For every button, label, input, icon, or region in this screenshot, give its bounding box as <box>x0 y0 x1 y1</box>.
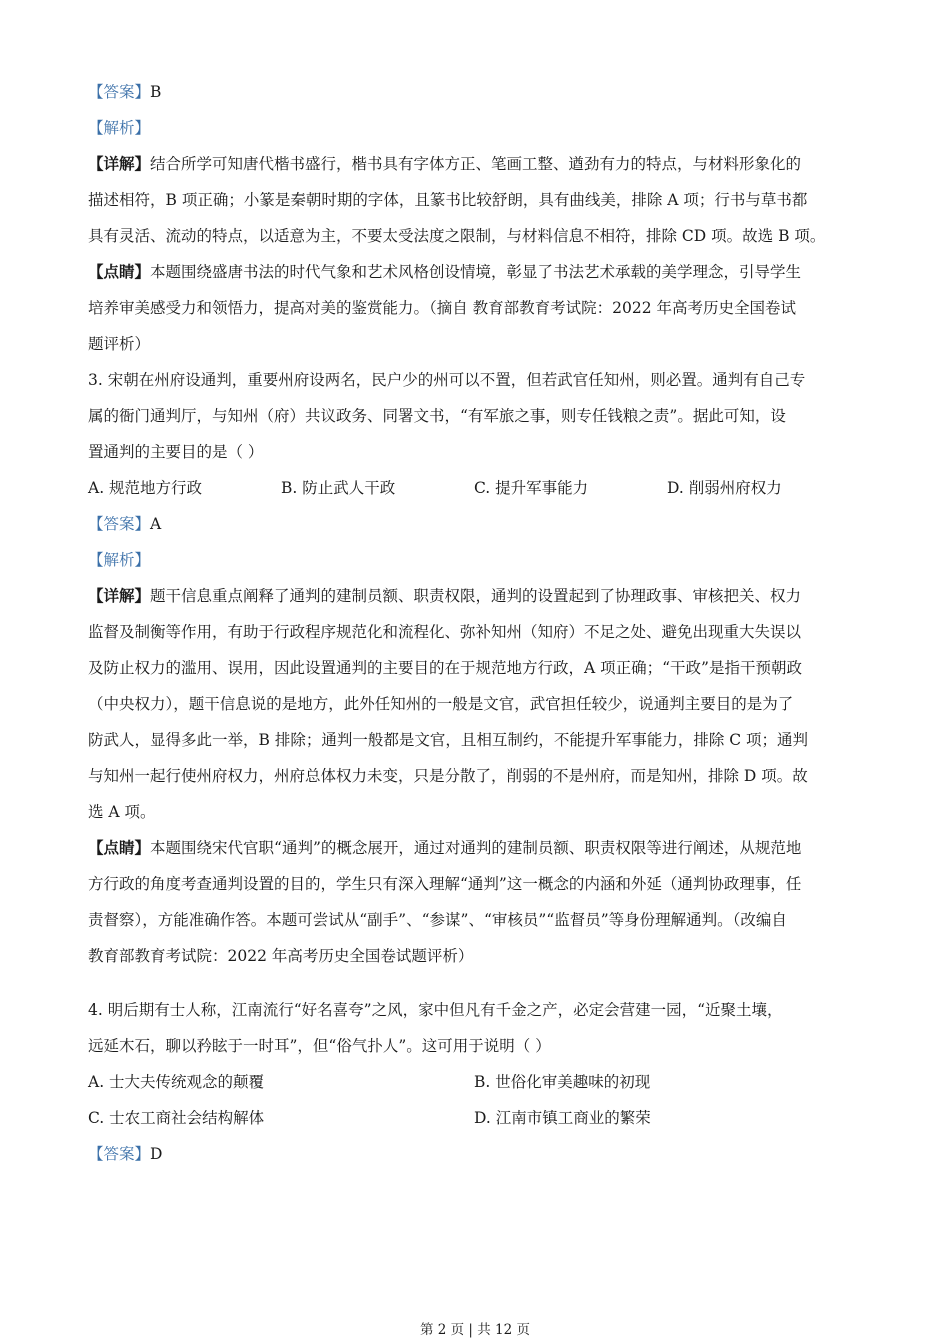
answer-tag: 【答案】 <box>88 83 151 101</box>
analysis-tag: 【解析】 <box>88 119 151 137</box>
q3-comment-line: 方行政的角度考查通判设置的目的，学生只有深入理解“通判”这一概念的内涵和外延（通判协政理事，任 <box>88 875 802 893</box>
answer-tag: 【答案】 <box>88 515 151 533</box>
q3-detail-line: （中央权力），题干信息说的是地方，此外任知州的一般是文官，武官担任较少，说通判主要目的是为了 <box>88 695 794 713</box>
q3-detail-line: 选 A 项。 <box>88 803 156 821</box>
comment-tag: 【点睛】 <box>88 262 151 281</box>
q4-answer <box>88 1136 860 1172</box>
q3-answer <box>88 506 860 542</box>
answer-value: B <box>150 83 162 101</box>
q4-options-row <box>88 1064 860 1100</box>
q4-option-d: D. 江南市镇工商业的繁荣 <box>474 1109 651 1127</box>
q3-stem-line: 3. 宋朝在州府设通判，重要州府设两名，民户少的州可以不置，但若武官任知州，则必置。通判有自己专 <box>88 371 806 389</box>
q2-analysis <box>88 110 860 146</box>
q3-detail-line: 监督及制衡等作用，有助于行政程序规范化和流程化、弥补知州（知府）不足之处、避免出现重大失误以 <box>88 623 802 641</box>
answer-tag: 【答案】 <box>88 1145 151 1163</box>
q3-option-c: C. 提升军事能力 <box>474 479 589 497</box>
detail-text: 题干信息重点阐释了通判的建制员额、职责权限，通判的设置起到了协理政事、审核把关、权力 <box>150 587 802 605</box>
q3-option-d: D. 削弱州府权力 <box>667 479 782 497</box>
q3-option-a: A. 规范地方行政 <box>88 479 203 497</box>
q2-comment-line <box>88 254 860 290</box>
q2-comment-line: 题评析） <box>88 335 151 353</box>
q3-detail-line: 与知州一起行使州府权力，州府总体权力未变，只是分散了，削弱的不是州府，而是知州，排除 D 项。故 <box>88 767 808 785</box>
q4-stem-line: 4. 明后期有士人称，江南流行“好名喜夸”之风，家中但凡有千金之产，必定会营建一园，“近聚土壤， <box>88 1001 783 1019</box>
q4-option-b: B. 世俗化审美趣味的初现 <box>474 1073 651 1091</box>
q4-options-row <box>88 1100 860 1136</box>
comment-text: 本题围绕盛唐书法的时代气象和艺术风格创设情境，彰显了书法艺术承载的美学理念，引导学生 <box>150 263 802 281</box>
q3-analysis <box>88 542 860 578</box>
q3-stem-line: 属的衙门通判厅，与知州（府）共议政务、同署文书，“有军旅之事，则专任钱粮之责”。据此可知，设 <box>88 407 786 425</box>
q2-detail-line: 描述相符，B 项正确；小篆是秦朝时期的字体，且篆书比较舒朗，具有曲线美，排除 A 项；行书与草书都 <box>88 191 808 209</box>
q3-options <box>88 470 860 506</box>
q3-detail-line: 防武人，显得多此一举，B 排除；通判一般都是文官，且相互制约，不能提升军事能力，排除 C 项；通判 <box>88 731 809 749</box>
page-footer: 第 2 页 | 共 12 页 <box>419 1322 531 1338</box>
analysis-tag: 【解析】 <box>88 551 151 569</box>
q3-stem-line: 置通判的主要目的是（ ） <box>88 443 264 461</box>
spacer <box>88 974 860 992</box>
answer-value: D <box>150 1145 163 1163</box>
answer-value: A <box>150 515 162 533</box>
q2-detail-line <box>88 146 860 182</box>
q2-detail-line: 具有灵活、流动的特点，以适意为主，不要太受法度之限制，与材料信息不相符，排除 CD 项。故选 B 项。 <box>88 227 826 245</box>
detail-text: 结合所学可知唐代楷书盛行，楷书具有字体方正、笔画工整、遒劲有力的特点，与材料形象化的 <box>150 155 802 173</box>
q2-answer <box>88 74 860 110</box>
q3-detail-line <box>88 578 860 614</box>
q3-comment-line <box>88 830 860 866</box>
q3-detail-line: 及防止权力的滥用、误用，因此设置通判的主要目的在于规范地方行政，A 项正确；“干政”是指干预朝政 <box>88 659 802 677</box>
q3-option-b: B. 防止武人干政 <box>281 479 396 497</box>
q4-option-a: A. 士大夫传统观念的颠覆 <box>88 1073 265 1091</box>
q3-comment-line: 教育部教育考试院：2022 年高考历史全国卷试题评析） <box>88 947 474 965</box>
detail-tag: 【详解】 <box>88 154 151 173</box>
detail-tag: 【详解】 <box>88 586 151 605</box>
q3-comment-line: 责督察），方能准确作答。本题可尝试从“副手”、“参谋”、“审核员”“监督员”等身份理解通判。（改编自 <box>88 911 787 929</box>
comment-text: 本题围绕宋代官职“通判”的概念展开，通过对通判的建制员额、职责权限等进行阐述，从规范地 <box>150 839 802 857</box>
document-page <box>88 74 860 1172</box>
q4-stem-line: 远延木石，聊以矜眩于一时耳”，但“俗气扑人”。这可用于说明（ ） <box>88 1037 551 1055</box>
q2-comment-line: 培养审美感受力和领悟力，提高对美的鉴赏能力。（摘自 教育部教育考试院：2022 年高考历史全国卷试 <box>88 299 797 317</box>
q4-option-c: C. 士农工商社会结构解体 <box>88 1109 265 1127</box>
comment-tag: 【点睛】 <box>88 838 151 857</box>
